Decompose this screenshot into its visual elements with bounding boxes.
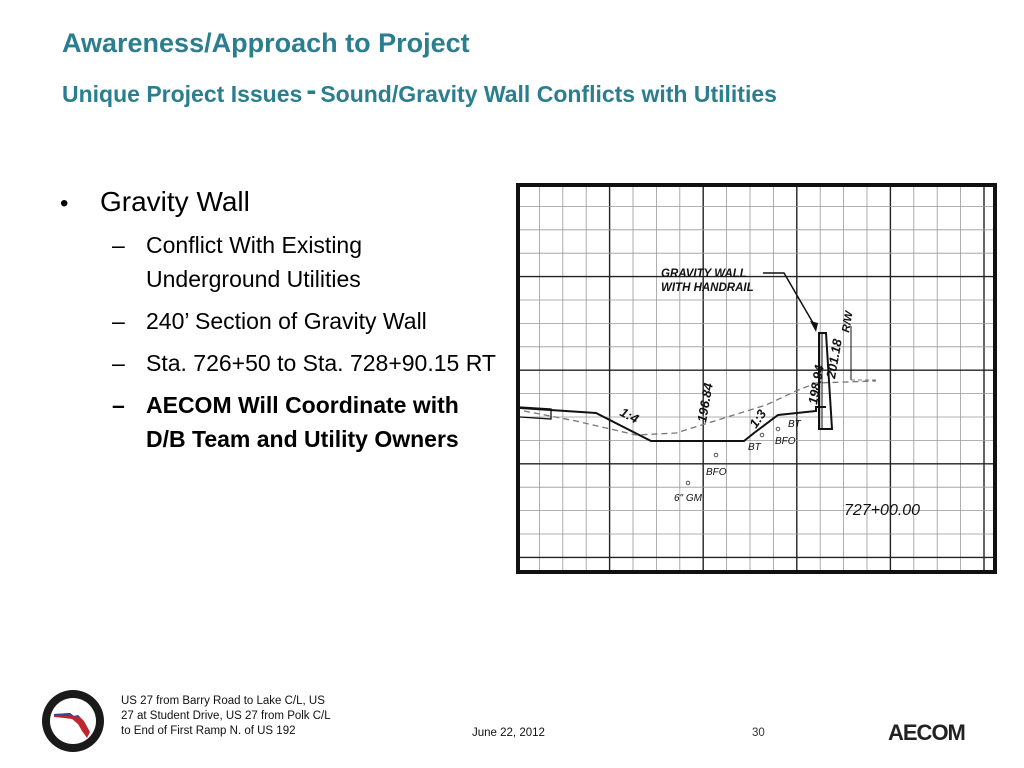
sub-bullet [112, 304, 500, 338]
subtitle-dash: - [306, 74, 317, 107]
footer-project-text: US 27 from Barry Road to Lake C/L, US 27 at Student Drive, US 27 from Polk C/L to End of First Ramp N. of US 192 [121, 695, 331, 737]
sub-bullet [112, 388, 500, 456]
slope-right-label: 1:3 [746, 406, 770, 431]
station-label: 727+00.00 [844, 502, 921, 519]
sub-bullet-text: AECOM Will Coordinate with D/B Team and Utility Owners [146, 392, 459, 452]
sub-bullet-marker: – [112, 350, 125, 376]
label-gravity-wall-line1: GRAVITY WALL [661, 268, 747, 280]
label-gravity-wall-line2: WITH HANDRAIL [661, 282, 754, 294]
subtitle-part-2: Sound/Gravity Wall Conflicts with Utilities [320, 81, 777, 107]
slope-left-label: 1:4 [617, 404, 642, 427]
sub-bullet-marker: – [112, 232, 125, 258]
page-number: 30 [752, 727, 765, 739]
fdot-seal-icon [40, 688, 106, 754]
main-bullet [60, 186, 500, 222]
sub-bullet-marker: – [112, 308, 125, 334]
subtitle-part-1: Unique Project Issues [62, 81, 303, 107]
slide-subtitle [62, 76, 777, 110]
bfo-label-2: BFO [706, 467, 727, 478]
aecom-logo: AECOM [888, 720, 965, 745]
sub-bullet [112, 346, 500, 380]
sub-bullet-marker: – [112, 392, 125, 418]
bullet-list [60, 186, 500, 464]
rw-label: R/W [840, 310, 856, 334]
bullet-marker: • [60, 190, 69, 217]
footer-date: June 22, 2012 [472, 727, 545, 739]
elevation-label-2: 198.94 [805, 363, 827, 406]
bt-label-1: BT [788, 419, 801, 430]
elevation-label-3: 201.18 [823, 337, 845, 380]
elevation-label-1: 196.84 [694, 381, 716, 424]
sub-bullet-text: Sta. 726+50 to Sta. 728+90.15 RT [146, 350, 496, 376]
bfo-label-1: BFO [775, 436, 796, 447]
bt-label-2: BT [748, 442, 761, 453]
main-bullet-text: Gravity Wall [100, 186, 250, 217]
sub-bullet [112, 228, 500, 296]
sub-bullet-text: 240’ Section of Gravity Wall [146, 308, 427, 334]
gm-label: 6" GM [674, 493, 702, 504]
slide-title: Awareness/Approach to Project [62, 28, 470, 58]
sub-bullet-text: Conflict With Existing Underground Utilities [146, 232, 363, 292]
cross-section-drawing [516, 183, 997, 574]
